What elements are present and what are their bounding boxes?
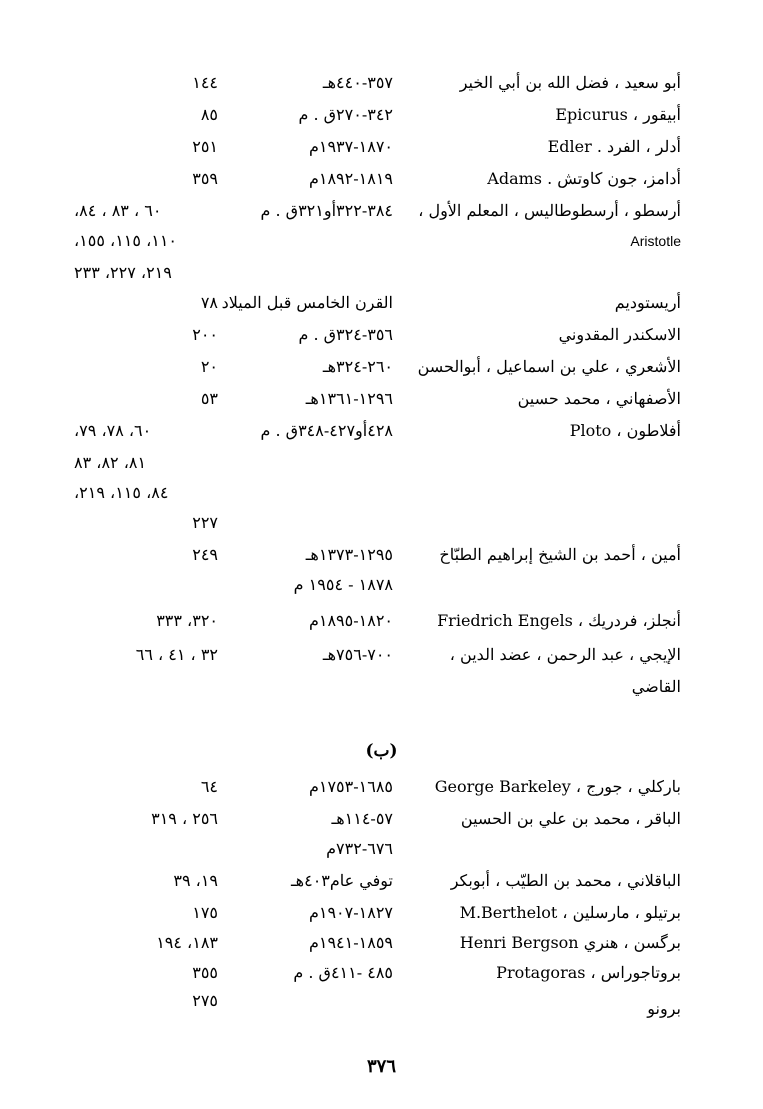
- entry-name: الأشعري ، علي بن اسماعيل ، أبوالحسن: [417, 357, 681, 376]
- entry-date: ٣٥٧-٤٤٠هـ: [322, 73, 393, 92]
- index-entry: [0, 570, 763, 600]
- entry-name: الأصفهاني ، محمد حسين: [517, 389, 681, 408]
- entry-pages: ٢٥١: [192, 137, 218, 156]
- entry-pages: ٢٠: [200, 357, 218, 376]
- entry-pages: ٢٧٥: [192, 991, 218, 1010]
- entry-pages: ١١٠، ١١٥، ١٥٥،: [74, 231, 178, 250]
- entry-pages: ٣٥٩: [192, 169, 218, 188]
- entry-pages: ٢٤٩: [192, 545, 218, 564]
- index-entry: [0, 991, 763, 1024]
- entry-date: ٣٥٦-٣٢٤ق . م: [298, 325, 393, 344]
- entry-name: القاضي: [631, 677, 681, 696]
- entry-pages: ٣٥٥: [192, 963, 218, 982]
- index-entry: [0, 384, 763, 414]
- index-entry: [0, 352, 763, 382]
- index-entry: [0, 258, 763, 288]
- entry-pages: ٨٥: [200, 105, 218, 124]
- entry-name: أرسطو ، أرسطوطاليس ، المعلم الأول ،: [418, 201, 681, 220]
- page-number: ٣٧٦: [366, 1056, 396, 1077]
- entry-pages: ١٩، ٣٩: [173, 871, 218, 890]
- index-entry: [0, 772, 763, 802]
- index-entry: [0, 898, 763, 928]
- entry-date: ١٨٥٩-١٩٤١م: [308, 933, 393, 952]
- entry-date: ١٨٧٨ - ١٩٥٤ م: [293, 575, 393, 594]
- entry-name: باركلي ، جورج ، George Barkeley: [434, 777, 681, 796]
- entry-name: Aristotle: [630, 233, 681, 249]
- index-entry: [0, 320, 763, 350]
- index-entry: [0, 416, 763, 446]
- entry-date: ١٦٨٥-١٧٥٣م: [308, 777, 393, 796]
- index-entry: [0, 928, 763, 958]
- entry-name: بروتاجوراس ، Protagoras: [496, 963, 681, 982]
- index-entry: [0, 448, 763, 478]
- entry-date: توفي عام٤٠٣هـ: [290, 871, 393, 890]
- index-entry: [0, 288, 763, 318]
- entry-name: برتيلو ، مارسلين ، M.Berthelot: [459, 903, 681, 922]
- index-entry: [0, 958, 763, 988]
- entry-date: ٣٤٢-٢٧٠ق . م: [298, 105, 393, 124]
- entry-pages: ٢١٩، ٢٢٧، ٢٣٣: [74, 263, 172, 282]
- entry-name: أبو سعيد ، فضل الله بن أبي الخير: [459, 73, 681, 92]
- entry-date: ١٨٧٠-١٩٣٧م: [308, 137, 393, 156]
- entry-name: أريستوديم: [614, 293, 681, 312]
- section-heading: (ب): [365, 741, 398, 761]
- entry-name: أفلاطون ، Ploto: [569, 421, 681, 440]
- entry-pages: ٢٢٧: [192, 513, 218, 532]
- index-entry: [0, 196, 763, 226]
- entry-pages: ٦٠، ٧٨، ٧٩،: [74, 421, 152, 440]
- index-entry: [0, 478, 763, 508]
- entry-pages: ٥٣: [200, 389, 218, 408]
- index-entry: [0, 164, 763, 194]
- index-entry: [0, 226, 763, 256]
- entry-date: ١٨٢٠-١٨٩٥م: [308, 611, 393, 630]
- index-entry: [0, 508, 763, 538]
- entry-pages: ٣٢٠، ٣٣٣: [156, 611, 218, 630]
- entry-date: القرن الخامس قبل الميلاد: [221, 293, 393, 312]
- entry-pages: ١٧٥: [192, 903, 218, 922]
- entry-name: أنجلز، فردريك ، Friedrich Engels: [437, 611, 681, 630]
- entry-date: ١٢٩٦-١٣٦١هـ: [305, 389, 393, 408]
- index-entry: [0, 540, 763, 570]
- entry-pages: ٦٠ ، ٨٣ ، ٨٤،: [74, 201, 162, 220]
- entry-pages: ٦٤: [200, 777, 218, 796]
- entry-pages: ١٤٤: [192, 73, 218, 92]
- entry-date: ١٢٩٥-١٣٧٣هـ: [305, 545, 393, 564]
- index-entry: [0, 834, 763, 864]
- index-entry: [0, 804, 763, 834]
- index-entry: [0, 640, 763, 670]
- entry-date: ١٨١٩-١٨٩٢م: [308, 169, 393, 188]
- entry-name: أبيقور ، Epicurus: [555, 105, 681, 124]
- entry-pages: ٣٢ ، ٤١ ، ٦٦: [135, 645, 218, 664]
- entry-date: ٧٠٠-٧٥٦هـ: [322, 645, 393, 664]
- entry-name: أدامز، جون كاوتش . Adams: [487, 169, 681, 188]
- entry-date: ٢٦٠-٣٢٤هـ: [322, 357, 393, 376]
- entry-pages: ٢٥٦ ، ٣١٩: [151, 809, 218, 828]
- entry-name: برگسن ، هنري Henri Bergson: [459, 933, 681, 952]
- entry-name: الإيجي ، عبد الرحمن ، عضد الدين ،: [449, 645, 681, 664]
- entry-pages: ١٨٣، ١٩٤: [156, 933, 218, 952]
- entry-date: ٥٧-١١٤هـ: [331, 809, 393, 828]
- entry-pages: ٨٤، ١١٥، ٢١٩،: [74, 483, 169, 502]
- entry-date: ٤٢٨أو٤٢٧-٣٤٨ق . م: [260, 421, 393, 440]
- index-entry: [0, 100, 763, 130]
- index-entry: [0, 866, 763, 896]
- entry-name: أمين ، أحمد بن الشيخ إبراهيم الطبّاخ: [439, 545, 681, 564]
- entry-pages: ٢٠٠: [192, 325, 218, 344]
- entry-date: ٦٧٦-٧٣٢م: [326, 839, 393, 858]
- entry-name: أدلر ، الفرد . Edler: [547, 137, 681, 156]
- index-entry: [0, 672, 763, 702]
- entry-name: الاسكندر المقدوني: [558, 325, 681, 344]
- entry-pages: ٧٨: [200, 293, 218, 312]
- entry-date: ١٨٢٧-١٩٠٧م: [308, 903, 393, 922]
- entry-date: ٣٨٤-٣٢٢أو٣٢١ق . م: [260, 201, 393, 220]
- entry-date: ٤٨٥ -٤١١ق . م: [293, 963, 393, 982]
- entry-pages: ٨١، ٨٢، ٨٣: [74, 453, 147, 472]
- entry-name: برونو: [647, 999, 681, 1018]
- entry-name: الباقلاني ، محمد بن الطيّب ، أبوبكر: [450, 871, 681, 890]
- index-entry: [0, 606, 763, 636]
- index-entry: [0, 132, 763, 162]
- entry-name: الباقر ، محمد بن علي بن الحسين: [460, 809, 681, 828]
- index-entry: [0, 68, 763, 98]
